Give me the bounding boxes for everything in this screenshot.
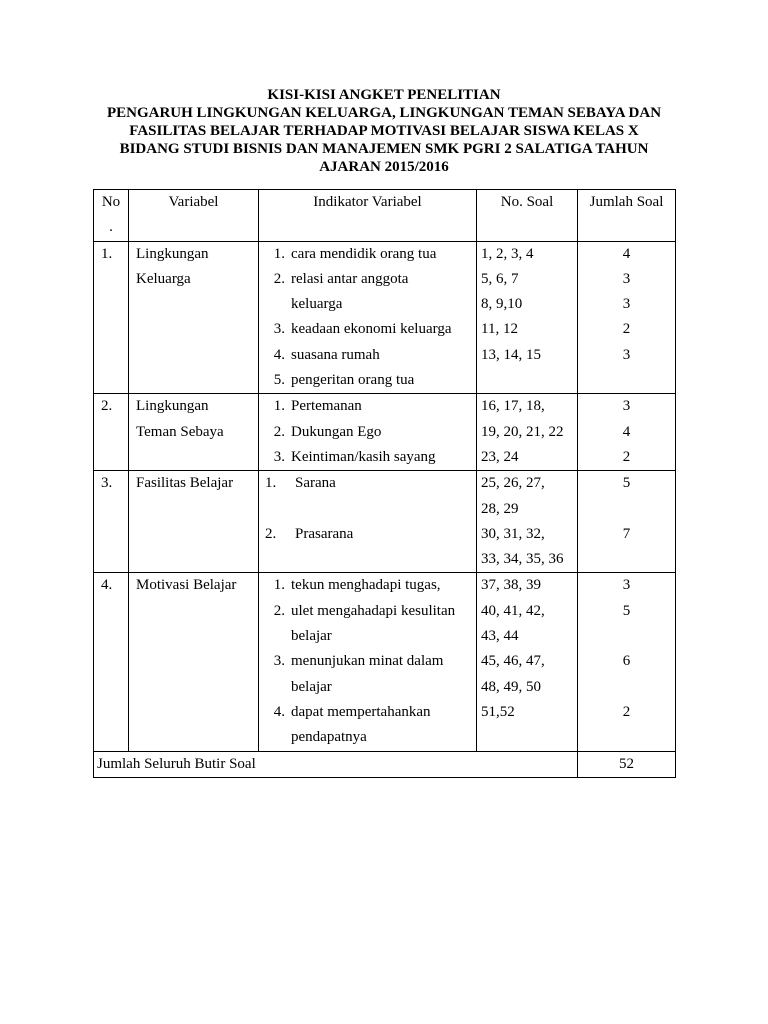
indikator-number: 1. (273, 245, 285, 262)
row-jumlah-cell (578, 573, 676, 751)
indikator-text: belajar (291, 678, 332, 695)
header-no (94, 190, 129, 242)
document-title (90, 86, 678, 176)
row-indikator-cell (259, 394, 477, 471)
indikator-item (259, 394, 476, 419)
title-line-3: FASILITAS BELAJAR TERHADAP MOTIVASI BELAJAR SISWA KELAS X (129, 123, 639, 139)
indikator-text: suasana rumah (291, 346, 380, 363)
variabel-text: Lingkungan (136, 245, 209, 262)
indikator-number: 4. (273, 703, 285, 720)
row-variabel-cell (129, 394, 259, 471)
indikator-text: keluarga (291, 296, 343, 313)
no-soal-text (477, 368, 577, 393)
no-soal-text: 33, 34, 35, 36 (481, 551, 564, 568)
jumlah-soal-text: 3 (622, 346, 631, 363)
header-no-soal (477, 190, 578, 242)
indikator-item (259, 547, 476, 572)
indikator-number: 4. (273, 346, 285, 363)
jumlah-soal-text: 3 (622, 270, 631, 287)
header-variabel-text: Variabel (168, 194, 219, 210)
no-soal-text: 1, 2, 3, 4 (481, 245, 534, 262)
indikator-number: 1. (265, 475, 277, 492)
row-jumlah-cell (578, 471, 676, 573)
indikator-item (259, 420, 476, 445)
header-variabel (129, 190, 259, 242)
indikator-number: 3. (273, 321, 285, 338)
row-variabel-cell (129, 573, 259, 751)
indikator-text: Dukungan Ego (291, 423, 382, 440)
indikator-item (259, 675, 476, 700)
indikator-item (259, 368, 476, 393)
no-soal-text: 16, 17, 18, (481, 398, 545, 415)
jumlah-soal-text: 3 (622, 398, 631, 415)
indikator-number: 1. (273, 398, 285, 415)
indikator-text: menunjukan minat dalam (291, 653, 444, 670)
indikator-text: tekun menghadapi tugas, (291, 577, 441, 594)
no-soal-text: 40, 41, 42, (481, 602, 545, 619)
no-soal-text: 8, 9,10 (481, 296, 523, 313)
indikator-item (259, 317, 476, 342)
indikator-text: cara mendidik orang tua (291, 245, 437, 262)
indikator-number: 3. (273, 653, 285, 670)
row-no-cell (94, 394, 129, 471)
indikator-item (259, 700, 476, 725)
indikator-text: Sarana (295, 475, 336, 492)
indikator-text: belajar (291, 628, 332, 645)
indikator-number (259, 675, 291, 700)
row-no-soal-cell (477, 573, 578, 751)
no-soal-text: 5, 6, 7 (481, 270, 519, 287)
header-no-line-2: . (109, 219, 113, 236)
indikator-text: pendapatnya (291, 729, 367, 746)
indikator-number (259, 547, 287, 572)
total-value-cell (578, 751, 676, 777)
indikator-item (259, 242, 476, 267)
total-label-cell (94, 751, 578, 777)
indikator-number: 2. (273, 423, 285, 440)
row-variabel-cell (129, 241, 259, 394)
kisi-kisi-table (93, 189, 676, 778)
row-indikator-cell (259, 573, 477, 751)
jumlah-soal-text (578, 547, 675, 572)
table-row (94, 394, 676, 471)
header-no-line-1: No (101, 194, 121, 210)
total-value: 52 (619, 755, 634, 772)
jumlah-soal-text: 7 (622, 525, 631, 542)
total-label: Jumlah Seluruh Butir Soal (97, 755, 256, 772)
row-jumlah-cell (578, 394, 676, 471)
indikator-text: dapat mempertahankan (291, 703, 431, 720)
variabel-text: Keluarga (136, 270, 191, 287)
no-soal-text (477, 725, 577, 750)
header-no-soal-text: No. Soal (500, 194, 554, 210)
table-row (94, 573, 676, 751)
indikator-text: Pertemanan (291, 398, 362, 415)
row-no-soal-cell (477, 394, 578, 471)
jumlah-soal-text: 5 (622, 602, 631, 619)
row-no-cell (94, 471, 129, 573)
jumlah-soal-text (578, 725, 675, 750)
header-jumlah-soal-text: Jumlah Soal (589, 194, 664, 210)
jumlah-soal-text: 3 (622, 577, 631, 594)
table-row (94, 241, 676, 394)
indikator-number: 1. (273, 577, 285, 594)
jumlah-soal-text: 2 (622, 448, 631, 465)
row-no: 3. (101, 475, 113, 492)
no-soal-text: 30, 31, 32, (481, 525, 545, 542)
jumlah-soal-text (578, 624, 675, 649)
indikator-number: 3. (273, 448, 285, 465)
indikator-item (259, 343, 476, 368)
indikator-text: Keintiman/kasih sayang (291, 448, 436, 465)
indikator-item (259, 445, 476, 470)
row-no-soal-cell (477, 471, 578, 573)
no-soal-text: 43, 44 (481, 628, 519, 645)
indikator-text (287, 497, 476, 522)
title-line-2: PENGARUH LINGKUNGAN KELUARGA, LINGKUNGAN TEMAN SEBAYA DAN (106, 105, 662, 121)
row-no-soal-cell (477, 241, 578, 394)
title-line-1: KISI-KISI ANGKET PENELITIAN (267, 87, 501, 103)
jumlah-soal-text: 4 (622, 245, 631, 262)
indikator-number: 5. (273, 372, 285, 389)
jumlah-soal-text: 2 (622, 703, 631, 720)
row-indikator-cell (259, 241, 477, 394)
indikator-text (287, 547, 476, 572)
row-indikator-cell (259, 471, 477, 573)
no-soal-text: 13, 14, 15 (481, 346, 541, 363)
row-no: 4. (101, 577, 113, 594)
table-header-row (94, 190, 676, 242)
header-jumlah-soal (578, 190, 676, 242)
table-row (94, 471, 676, 573)
indikator-number: 2. (273, 602, 285, 619)
indikator-item (259, 292, 476, 317)
indikator-item (259, 599, 476, 624)
indikator-text: Prasarana (295, 525, 354, 542)
jumlah-soal-text: 2 (622, 321, 631, 338)
variabel-text: Teman Sebaya (136, 423, 224, 440)
jumlah-soal-text: 3 (622, 296, 631, 313)
indikator-item (259, 522, 476, 547)
no-soal-text: 45, 46, 47, (481, 653, 545, 670)
indikator-item (259, 471, 476, 496)
indikator-number (259, 292, 291, 317)
indikator-item (259, 497, 476, 522)
indikator-text: ulet mengahadapi kesulitan (291, 602, 456, 619)
indikator-item (259, 267, 476, 292)
no-soal-text: 28, 29 (481, 500, 519, 517)
title-line-4: BIDANG STUDI BISNIS DAN MANAJEMEN SMK PGRI 2 SALATIGA TAHUN (119, 141, 649, 157)
title-line-5: AJARAN 2015/2016 (319, 159, 449, 175)
row-jumlah-cell (578, 241, 676, 394)
jumlah-soal-text: 5 (622, 475, 631, 492)
total-row (94, 751, 676, 777)
indikator-number: 2. (273, 270, 285, 287)
indikator-number (259, 497, 287, 522)
indikator-item (259, 624, 476, 649)
jumlah-soal-text (578, 675, 675, 700)
no-soal-text: 51,52 (481, 703, 515, 720)
no-soal-text: 48, 49, 50 (481, 678, 541, 695)
table-body (94, 241, 676, 751)
no-soal-text: 25, 26, 27, (481, 475, 545, 492)
indikator-text: relasi antar anggota (291, 270, 409, 287)
indikator-item (259, 725, 476, 750)
variabel-text: Motivasi Belajar (136, 577, 237, 594)
indikator-number: 2. (265, 525, 277, 542)
jumlah-soal-text (578, 497, 675, 522)
row-no: 2. (101, 398, 113, 415)
no-soal-text: 11, 12 (481, 321, 518, 338)
header-indikator-text: Indikator Variabel (313, 194, 422, 210)
row-no-cell (94, 573, 129, 751)
jumlah-soal-text (578, 368, 675, 393)
header-indikator (259, 190, 477, 242)
indikator-number (259, 725, 291, 750)
no-soal-text: 37, 38, 39 (481, 577, 541, 594)
variabel-text: Fasilitas Belajar (136, 475, 234, 492)
indikator-text: keadaan ekonomi keluarga (291, 321, 452, 338)
no-soal-text: 23, 24 (481, 448, 519, 465)
row-no-cell (94, 241, 129, 394)
variabel-text: Lingkungan (136, 398, 209, 415)
indikator-number (259, 624, 291, 649)
jumlah-soal-text: 6 (622, 653, 631, 670)
indikator-item (259, 649, 476, 674)
row-no: 1. (101, 245, 113, 262)
no-soal-text: 19, 20, 21, 22 (481, 423, 564, 440)
jumlah-soal-text: 4 (622, 423, 631, 440)
indikator-text: pengeritan orang tua (291, 372, 415, 389)
row-variabel-cell (129, 471, 259, 573)
indikator-item (259, 573, 476, 598)
